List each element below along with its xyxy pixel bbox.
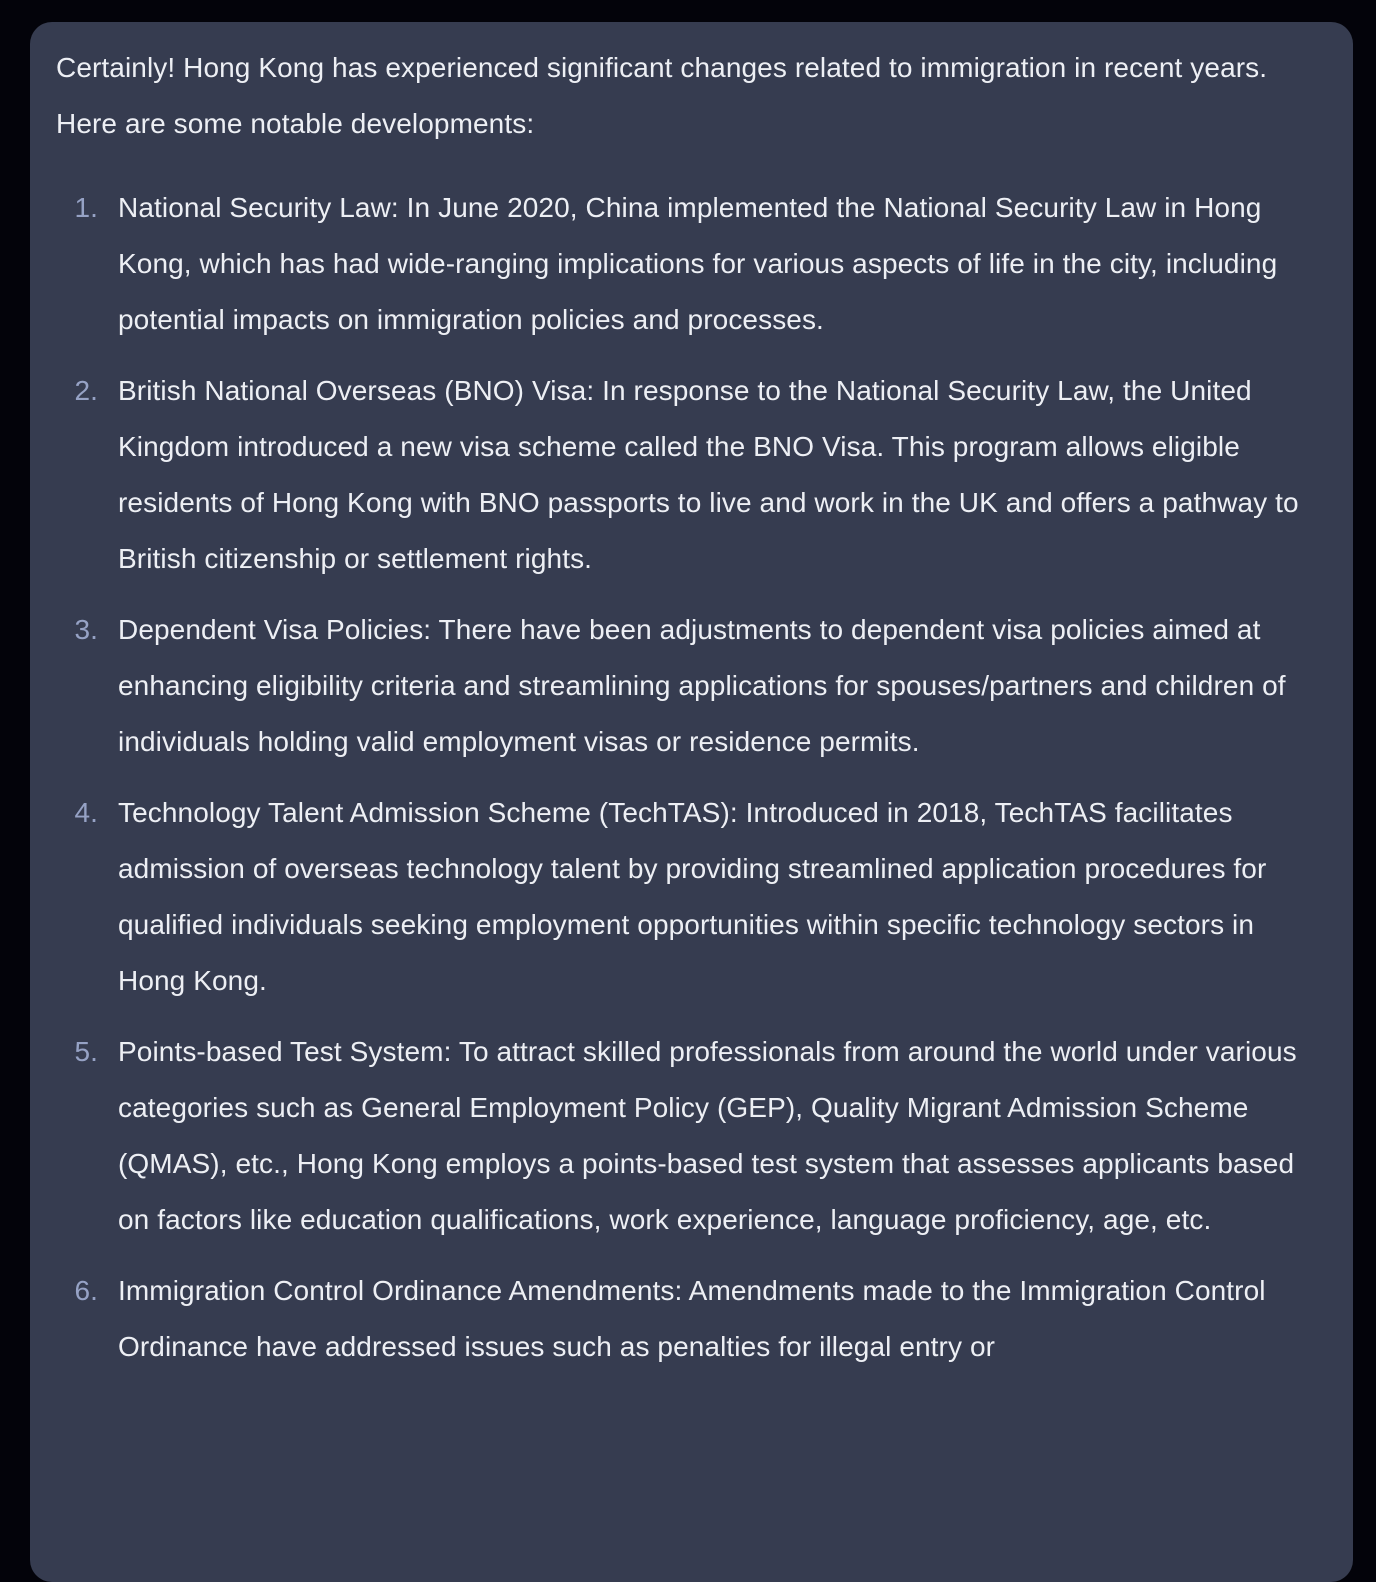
list-item-number: 5. (74, 1036, 98, 1067)
list-item (56, 785, 1327, 1009)
list-item-number: 2. (74, 375, 98, 406)
assistant-message-bubble (30, 22, 1353, 1582)
list-item (56, 1263, 1327, 1375)
list-item-text: Immigration Control Ordinance Amendments: Amendments made to the Immigration Control Ordinance have addressed issues such as penalties for illegal entry or (118, 1275, 1266, 1362)
list-item-number: 6. (74, 1275, 98, 1306)
list-item-number: 4. (74, 797, 98, 828)
list-item-text: Points-based Test System: To attract skilled professionals from around the world under various categories such as General Employment Policy (GEP), Quality Migrant Admission Scheme (QMAS), etc., Hong Kong employs a points-based test system that assesses applicants based on factors like education qualifications, work experience, language proficiency, age, etc. (118, 1036, 1297, 1235)
list-item-text: National Security Law: In June 2020, China implemented the National Security Law in Hong Kong, which has had wide-ranging implications for various aspects of life in the city, including potential impacts on immigration policies and processes. (118, 192, 1278, 335)
list-item-number: 3. (74, 614, 98, 645)
list-item (56, 363, 1327, 587)
list-item-text: Dependent Visa Policies: There have been adjustments to dependent visa policies aimed at enhancing eligibility criteria and streamlining applications for spouses/partners and children of individuals holding valid employment visas or residence permits. (118, 614, 1286, 757)
list-item (56, 180, 1327, 348)
message-intro-text: Certainly! Hong Kong has experienced significant changes related to immigration in recent years. Here are some notable developments: (56, 52, 1268, 139)
numbered-list (56, 180, 1327, 1375)
list-item-number: 1. (74, 192, 98, 223)
list-item-text: British National Overseas (BNO) Visa: In response to the National Security Law, the United Kingdom introduced a new visa scheme called the BNO Visa. This program allows eligible residents of Hong Kong with BNO passports to live and work in the UK and offers a pathway to British citizenship or settlement rights. (118, 375, 1299, 574)
list-item-text: Technology Talent Admission Scheme (TechTAS): Introduced in 2018, TechTAS facilitates admission of overseas technology talent by providing streamlined application procedures for qualified individuals seeking employment opportunities within specific technology sectors in Hong Kong. (118, 797, 1267, 996)
list-item (56, 602, 1327, 770)
list-item (56, 1024, 1327, 1248)
